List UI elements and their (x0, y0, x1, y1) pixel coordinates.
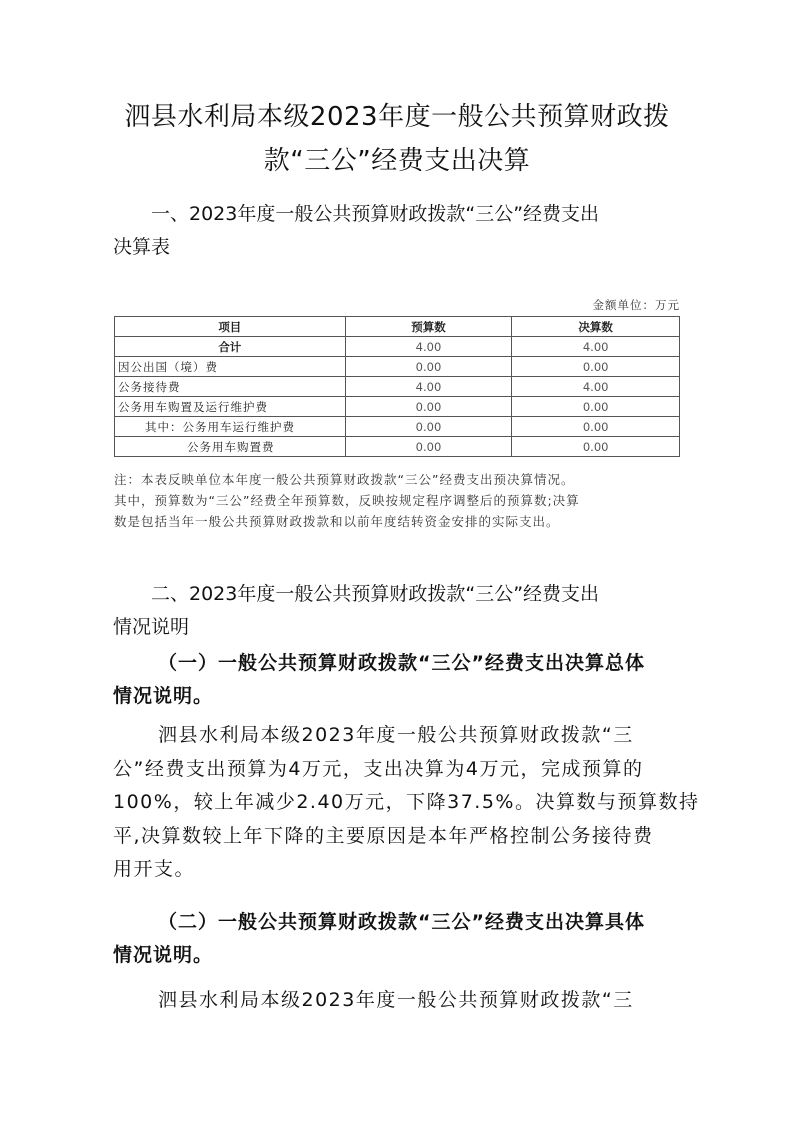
paragraph-1-line-4: 平,决算数较上年下降的主要原因是本年严格控制公务接待费 (113, 824, 654, 847)
row-budget: 0.00 (345, 397, 512, 417)
row-final: 0.00 (512, 417, 680, 437)
unit-label: 金额单位：万元 (592, 298, 680, 312)
table-row (115, 377, 680, 397)
row-final: 0.00 (512, 357, 680, 377)
subheading-2-line-1: （二）一般公共预算财政拨款“三公”经费支出决算具体 (158, 911, 645, 933)
row-item: 公务用车购置费 (115, 437, 346, 457)
title-line-1: 泗县水利局本级2023年度一般公共预算财政拨 (124, 102, 670, 132)
subheading-1 (113, 647, 685, 713)
row-budget: 4.00 (345, 377, 512, 397)
subheading-1-line-2: 情况说明。 (113, 685, 214, 707)
paragraph-1-line-3: 100%，较上年减少2.40万元，下降37.5%。决算数与预算数持 (113, 791, 700, 813)
row-item: 合计 (115, 337, 346, 357)
table-header-row (115, 317, 680, 337)
paragraph-2 (113, 984, 685, 1018)
paragraph-1 (113, 719, 700, 887)
paragraph-2-line-1: 泗县水利局本级2023年度一般公共预算财政拨款“三 (158, 989, 634, 1011)
section-heading-2 (113, 578, 685, 644)
table-row (115, 437, 680, 457)
subheading-2 (113, 906, 685, 972)
expense-table (114, 316, 680, 457)
table-note (114, 469, 686, 532)
table-row (115, 357, 680, 377)
row-item: 公务接待费 (115, 377, 346, 397)
subheading-1-line-1: （一）一般公共预算财政拨款“三公”经费支出决算总体 (158, 652, 645, 674)
section-1-line-2: 决算表 (113, 236, 171, 258)
title-line-2: 款“三公”经费支出决算 (263, 146, 531, 176)
row-budget: 0.00 (345, 417, 512, 437)
row-final: 4.00 (512, 377, 680, 397)
paragraph-1-line-2: 公”经费支出预算为4万元，支出决算为4万元，完成预算的 (113, 757, 644, 780)
note-line-2: 其中，预算数为“三公”经费全年预算数，反映按规定程序调整后的预算数;决算 (114, 493, 580, 508)
subheading-2-line-2: 情况说明。 (113, 944, 214, 966)
table-row (115, 397, 680, 417)
row-budget: 0.00 (345, 357, 512, 377)
row-final: 0.00 (512, 397, 680, 417)
header-final: 决算数 (512, 317, 680, 337)
document-title (100, 95, 694, 183)
section-2-line-1: 二、2023年度一般公共预算财政拨款“三公”经费支出 (151, 583, 600, 605)
section-2-line-2: 情况说明 (113, 616, 190, 638)
row-final: 0.00 (512, 437, 680, 457)
table-row (115, 337, 680, 357)
row-final: 4.00 (512, 337, 680, 357)
row-item: 因公出国（境）费 (115, 357, 346, 377)
row-item: 其中：公务用车运行维护费 (115, 417, 346, 437)
section-1-line-1: 一、2023年度一般公共预算财政拨款“三公”经费支出 (151, 203, 600, 225)
note-line-1: 注：本表反映单位本年度一般公共预算财政拨款“三公”经费支出预决算情况。 (114, 472, 575, 487)
row-budget: 0.00 (345, 437, 512, 457)
row-budget: 4.00 (345, 337, 512, 357)
paragraph-1-line-5: 用开支。 (113, 858, 196, 880)
row-item: 公务用车购置及运行维护费 (115, 397, 346, 417)
table-row (115, 417, 680, 437)
header-budget: 预算数 (345, 317, 512, 337)
section-heading-1 (113, 198, 685, 264)
header-item: 项目 (115, 317, 346, 337)
paragraph-1-line-1: 泗县水利局本级2023年度一般公共预算财政拨款“三 (158, 724, 634, 746)
note-line-3: 数是包括当年一般公共预算财政拨款和以前年度结转资金安排的实际支出。 (114, 514, 560, 529)
